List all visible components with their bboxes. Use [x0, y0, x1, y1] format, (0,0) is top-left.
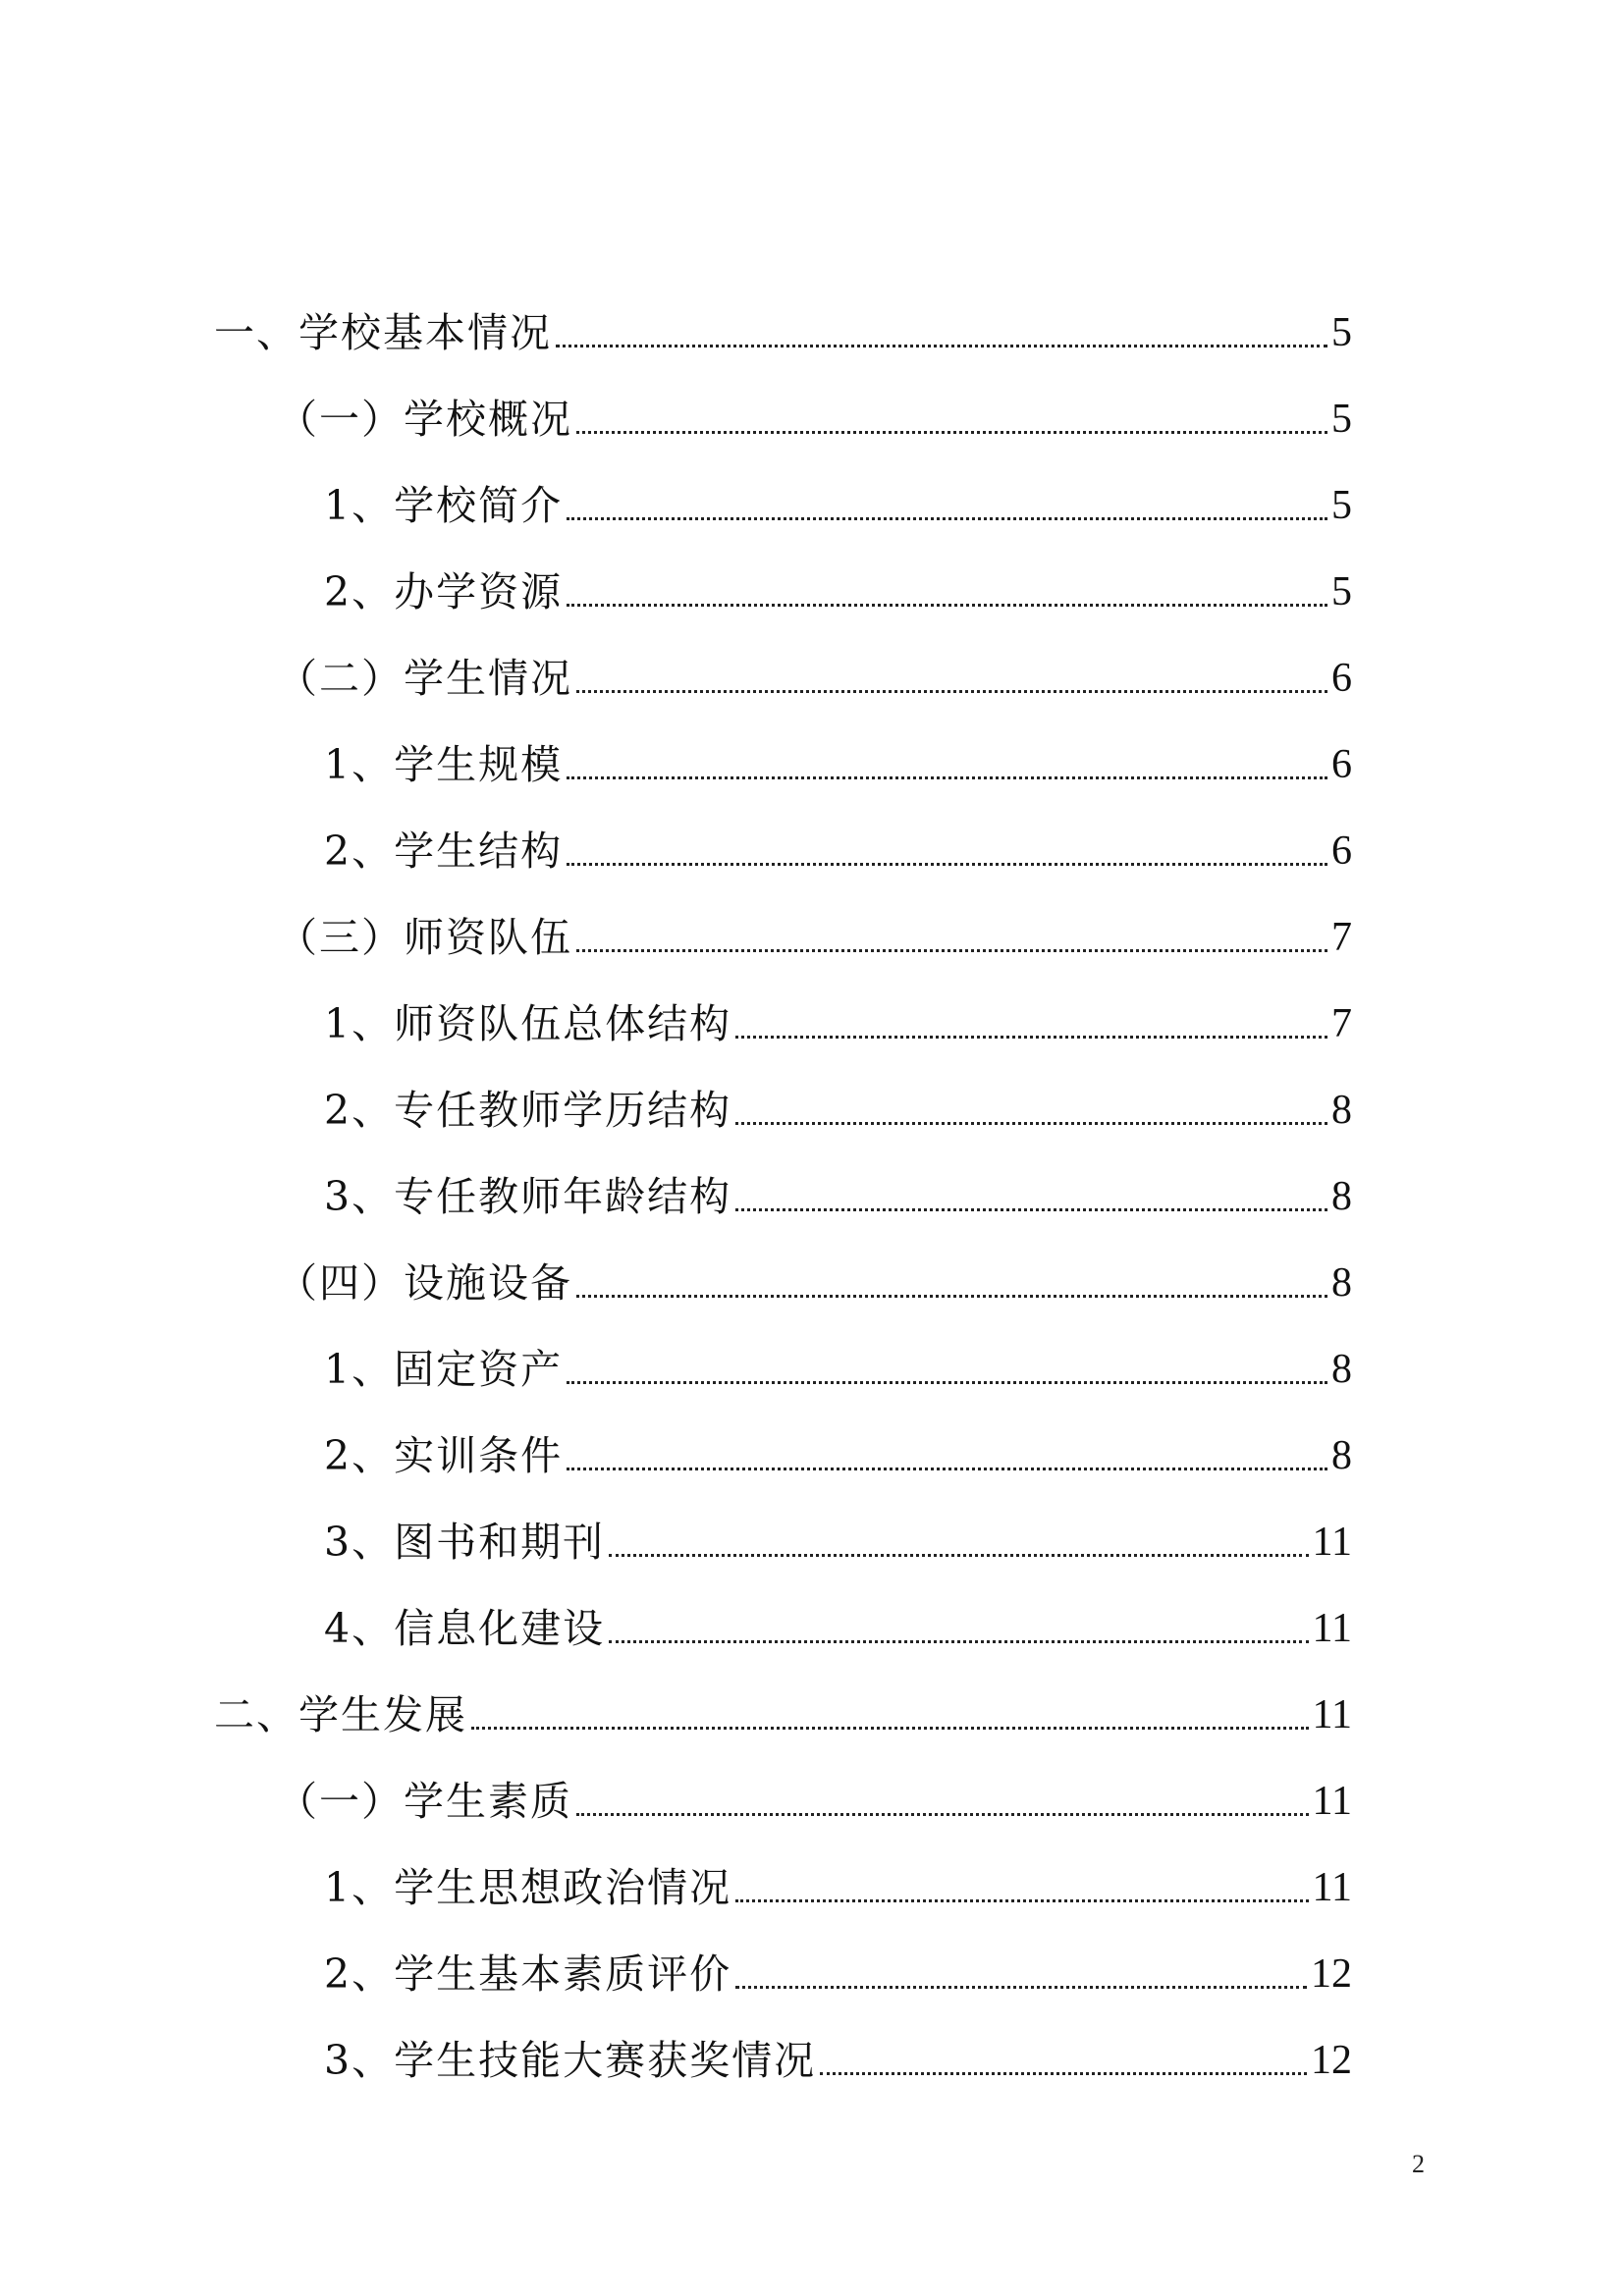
toc-entry-page: 5 [1331, 483, 1352, 528]
toc-entry-page: 6 [1331, 742, 1352, 787]
toc-entry[interactable] [324, 813, 1352, 875]
toc-dot-leader [567, 776, 1327, 779]
toc-entry[interactable] [214, 1677, 1352, 1738]
toc-entry-page: 11 [1312, 1606, 1352, 1651]
toc-dot-leader [567, 863, 1327, 866]
toc-entry-page: 11 [1312, 1865, 1352, 1910]
toc-entry-page: 12 [1311, 2038, 1352, 2083]
toc-entry[interactable] [324, 2022, 1352, 2084]
toc-entry-label: 4、信息化建设 [324, 1605, 606, 1652]
toc-entry[interactable] [324, 1849, 1352, 1911]
toc-dot-leader [567, 604, 1327, 607]
toc-entry-page: 8 [1331, 1174, 1352, 1219]
toc-entry-label: 2、实训条件 [324, 1432, 564, 1479]
toc-entry-page: 11 [1312, 1692, 1352, 1737]
toc-entry[interactable] [277, 381, 1352, 443]
toc-entry[interactable] [277, 1763, 1352, 1825]
toc-dot-leader [567, 1381, 1327, 1384]
toc-dot-leader [576, 1295, 1327, 1298]
toc-entry-label: 2、学生基本素质评价 [324, 1950, 732, 1998]
toc-entry-page: 6 [1331, 656, 1352, 701]
toc-dot-leader [576, 1813, 1309, 1816]
toc-entry[interactable] [324, 1331, 1352, 1393]
toc-entry-page: 8 [1331, 1088, 1352, 1133]
toc-entry-label: 2、专任教师学历结构 [324, 1087, 732, 1134]
toc-entry-label: 1、学生思想政治情况 [324, 1864, 732, 1911]
toc-entry[interactable] [324, 554, 1352, 613]
toc-dot-leader [471, 1727, 1309, 1730]
toc-entry-label: 2、学生结构 [324, 828, 564, 875]
toc-dot-leader [576, 431, 1327, 434]
toc-dot-leader [556, 345, 1327, 347]
toc-entry-label: 3、专任教师年龄结构 [324, 1173, 732, 1220]
toc-entry-label: 二、学生发展 [214, 1691, 467, 1738]
toc-entry-page: 8 [1331, 1433, 1352, 1478]
page-number: 2 [1412, 2150, 1425, 2178]
toc-entry-page: 5 [1331, 310, 1352, 355]
toc-entry[interactable] [324, 1504, 1352, 1566]
toc-entry-page: 11 [1312, 1779, 1352, 1824]
toc-dot-leader [576, 949, 1327, 952]
toc-entry-label: 1、固定资产 [324, 1346, 564, 1393]
toc-entry-label: 1、学生规模 [324, 741, 564, 788]
toc-entry[interactable] [324, 1158, 1352, 1220]
toc-dot-leader [609, 1554, 1308, 1557]
toc-dot-leader [567, 1468, 1327, 1470]
toc-dot-leader [735, 1036, 1327, 1039]
toc-entry-page: 5 [1331, 569, 1352, 614]
toc-entry-label: （三）师资队伍 [277, 914, 572, 961]
toc-entry-label: （一）学校概况 [277, 396, 572, 443]
toc-entry-label: 3、学生技能大赛获奖情况 [324, 2037, 817, 2084]
toc-dot-leader [576, 690, 1327, 693]
toc-entry-page: 8 [1331, 1260, 1352, 1306]
toc-dot-leader [609, 1640, 1308, 1643]
toc-entry[interactable] [324, 1072, 1352, 1134]
toc-entry-page: 8 [1331, 1347, 1352, 1392]
toc-entry[interactable] [277, 1245, 1352, 1307]
toc-dot-leader [820, 2072, 1307, 2075]
toc-entry-label: 2、办学资源 [324, 568, 564, 615]
toc-entry-label: （四）设施设备 [277, 1259, 572, 1307]
toc-entry-page: 11 [1312, 1520, 1352, 1565]
toc-entry-label: 一、学校基本情况 [214, 309, 552, 356]
toc-entry[interactable] [324, 1590, 1352, 1652]
toc-entry-page: 12 [1311, 1951, 1352, 1997]
toc-entry-page: 5 [1331, 397, 1352, 442]
toc-dot-leader [567, 517, 1327, 520]
toc-entry-label: 3、图书和期刊 [324, 1519, 606, 1566]
toc-dot-leader [735, 1899, 1308, 1902]
toc-entry[interactable] [277, 899, 1352, 961]
toc-entry[interactable] [214, 294, 1352, 356]
toc-dot-leader [735, 1208, 1327, 1211]
toc-entry-page: 7 [1331, 915, 1352, 960]
toc-entry-label: 1、师资队伍总体结构 [324, 1000, 732, 1047]
toc-entry[interactable] [324, 467, 1352, 529]
toc-entry-label: （二）学生情况 [277, 655, 572, 702]
toc-entry-page: 7 [1331, 1001, 1352, 1046]
toc-entry[interactable] [324, 726, 1352, 788]
toc-entry[interactable] [324, 1417, 1352, 1479]
toc-entry-label: （一）学生素质 [277, 1778, 572, 1825]
toc-entry[interactable] [324, 1936, 1352, 1998]
toc-entry[interactable] [324, 986, 1352, 1047]
toc-entry-label: 1、学校简介 [324, 482, 564, 529]
toc-entry[interactable] [277, 640, 1352, 702]
toc-entry-page: 6 [1331, 828, 1352, 874]
toc-dot-leader [735, 1986, 1307, 1989]
toc-dot-leader [735, 1122, 1327, 1125]
